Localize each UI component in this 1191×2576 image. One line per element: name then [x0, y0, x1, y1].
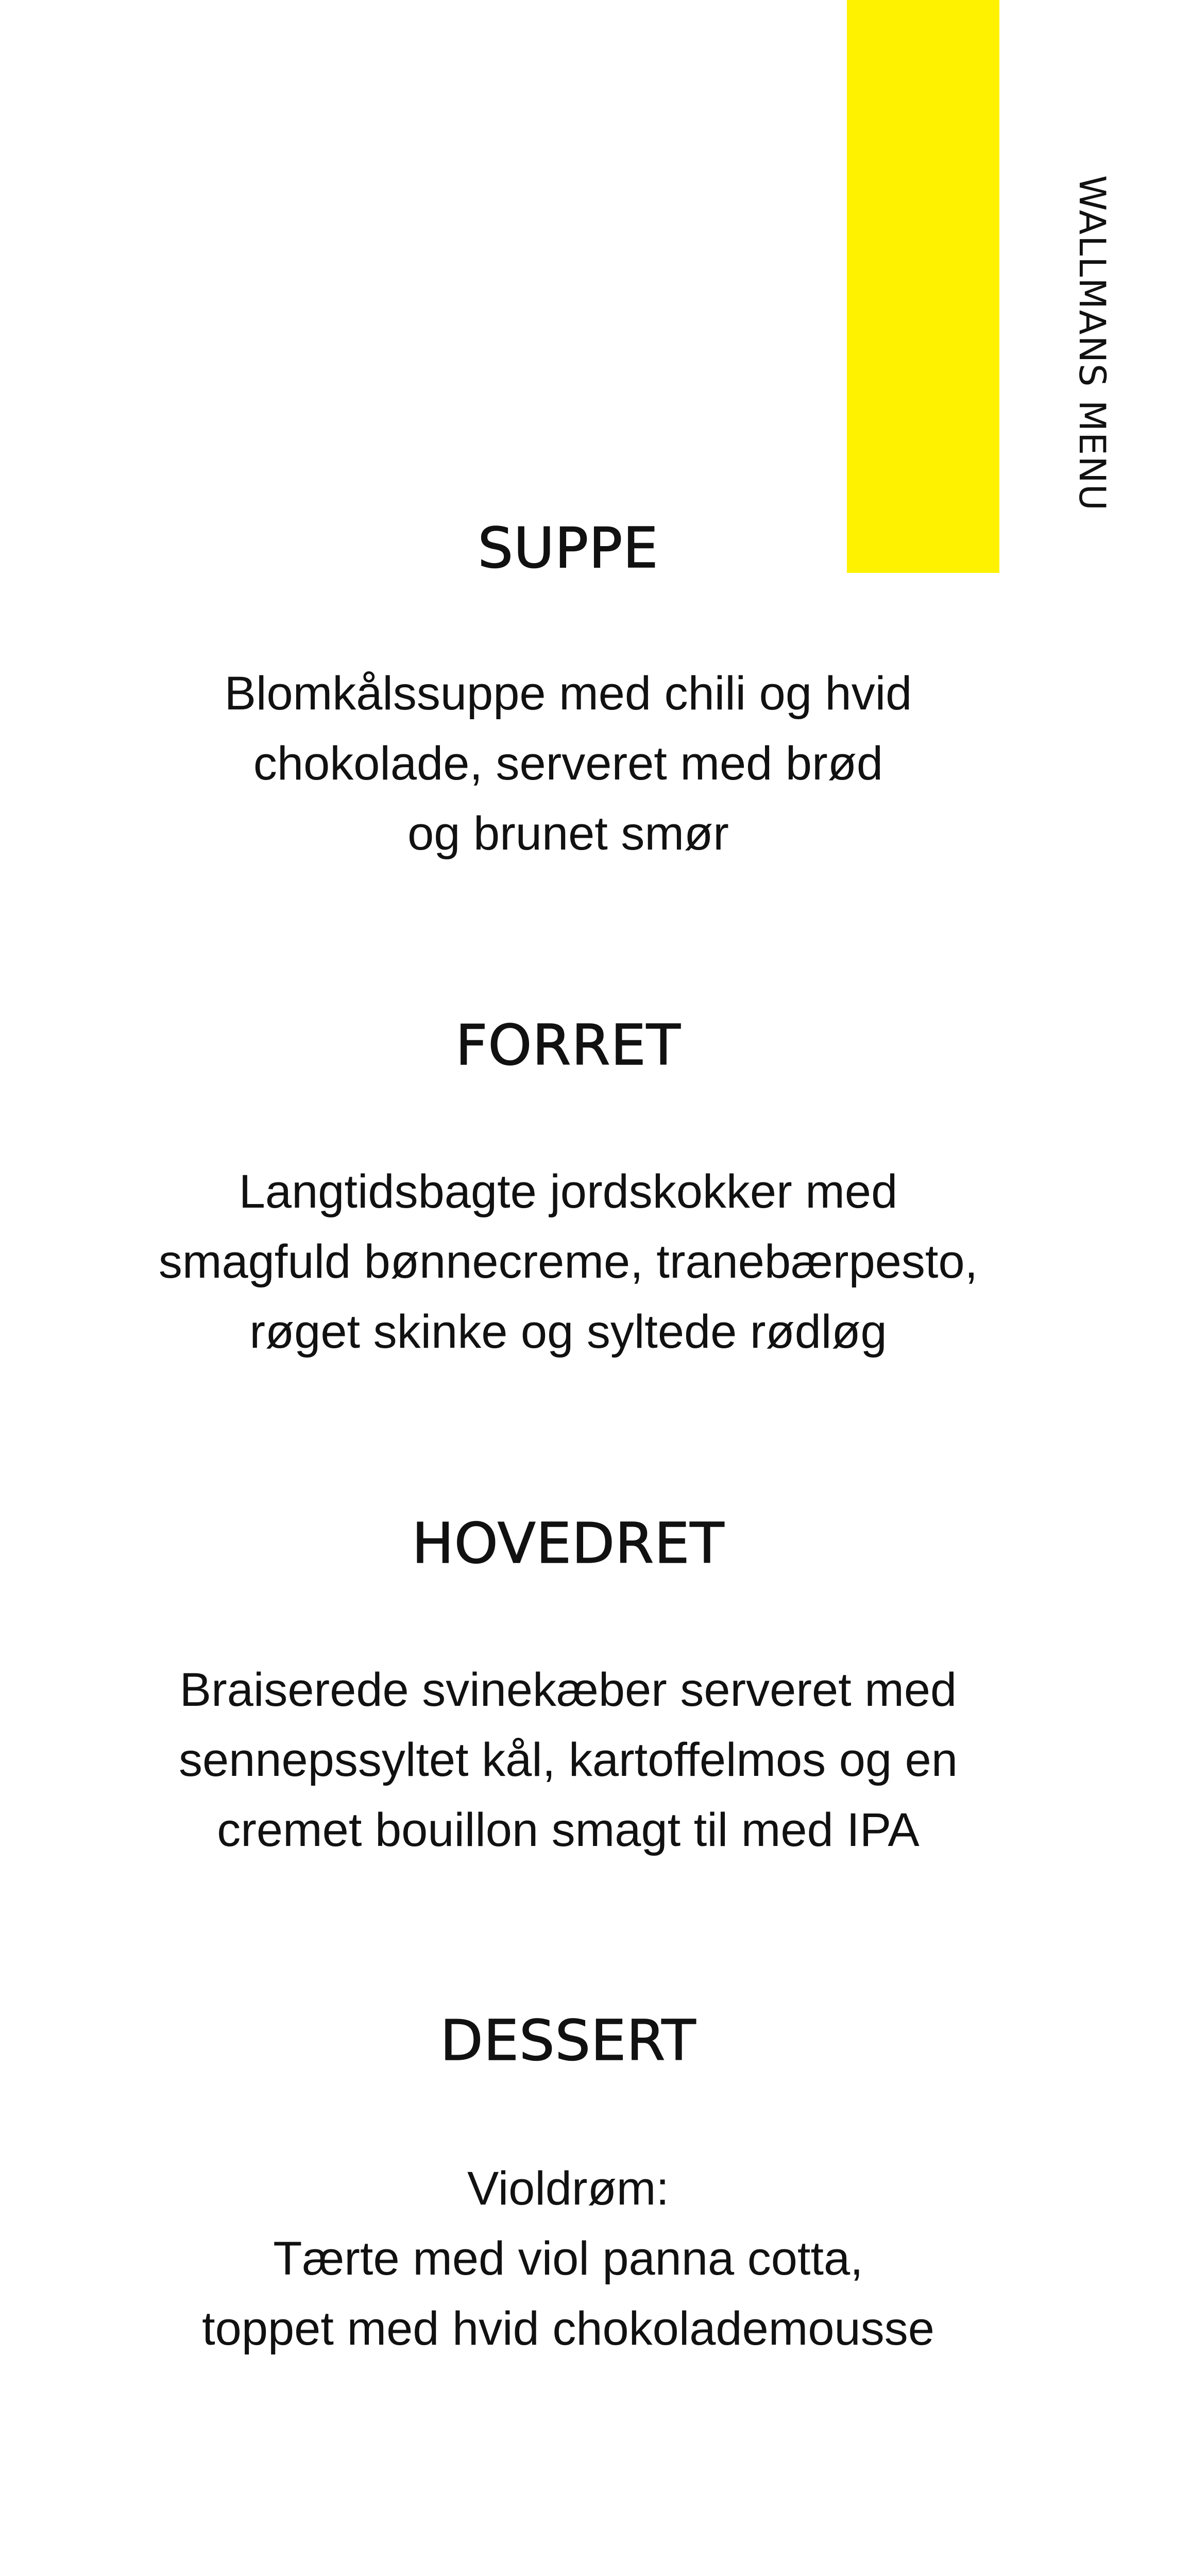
description-line: Tærte med viol panna cotta, [273, 2232, 863, 2285]
description-line: røget skinke og syltede rødløg [249, 1306, 887, 1358]
menu-title: WALLMANS MENU [1071, 175, 1113, 512]
description-line: chokolade, serveret med brød [253, 737, 883, 790]
description-line: cremet bouillon smagt til med IPA [217, 1804, 920, 1856]
description-line: Violdrøm: [467, 2162, 669, 2215]
description-line: og brunet smør [407, 807, 729, 860]
description-line: smagfuld bønnecreme, tranebærpesto, [158, 1235, 978, 1288]
description-line: Blomkålssuppe med chili og hvid [224, 667, 912, 720]
section-description-forret [0, 1157, 1136, 1367]
section-description-suppe [0, 658, 1136, 869]
section-heading-suppe: SUPPE [478, 516, 659, 581]
section-description-hovedret [0, 1655, 1136, 1865]
section-heading-hovedret: HOVEDRET [412, 1512, 725, 1576]
section-description-dessert [0, 2154, 1136, 2364]
description-line: sennepssyltet kål, kartoffelmos og en [178, 1734, 958, 1786]
section-heading-dessert: DESSERT [440, 2009, 696, 2073]
section-heading-forret: FORRET [455, 1013, 681, 1078]
description-line: Langtidsbagte jordskokker med [239, 1165, 898, 1218]
description-line: toppet med hvid chokolademousse [202, 2302, 934, 2355]
description-line: Braiserede svinekæber serveret med [179, 1664, 957, 1716]
accent-stripe [847, 0, 999, 573]
